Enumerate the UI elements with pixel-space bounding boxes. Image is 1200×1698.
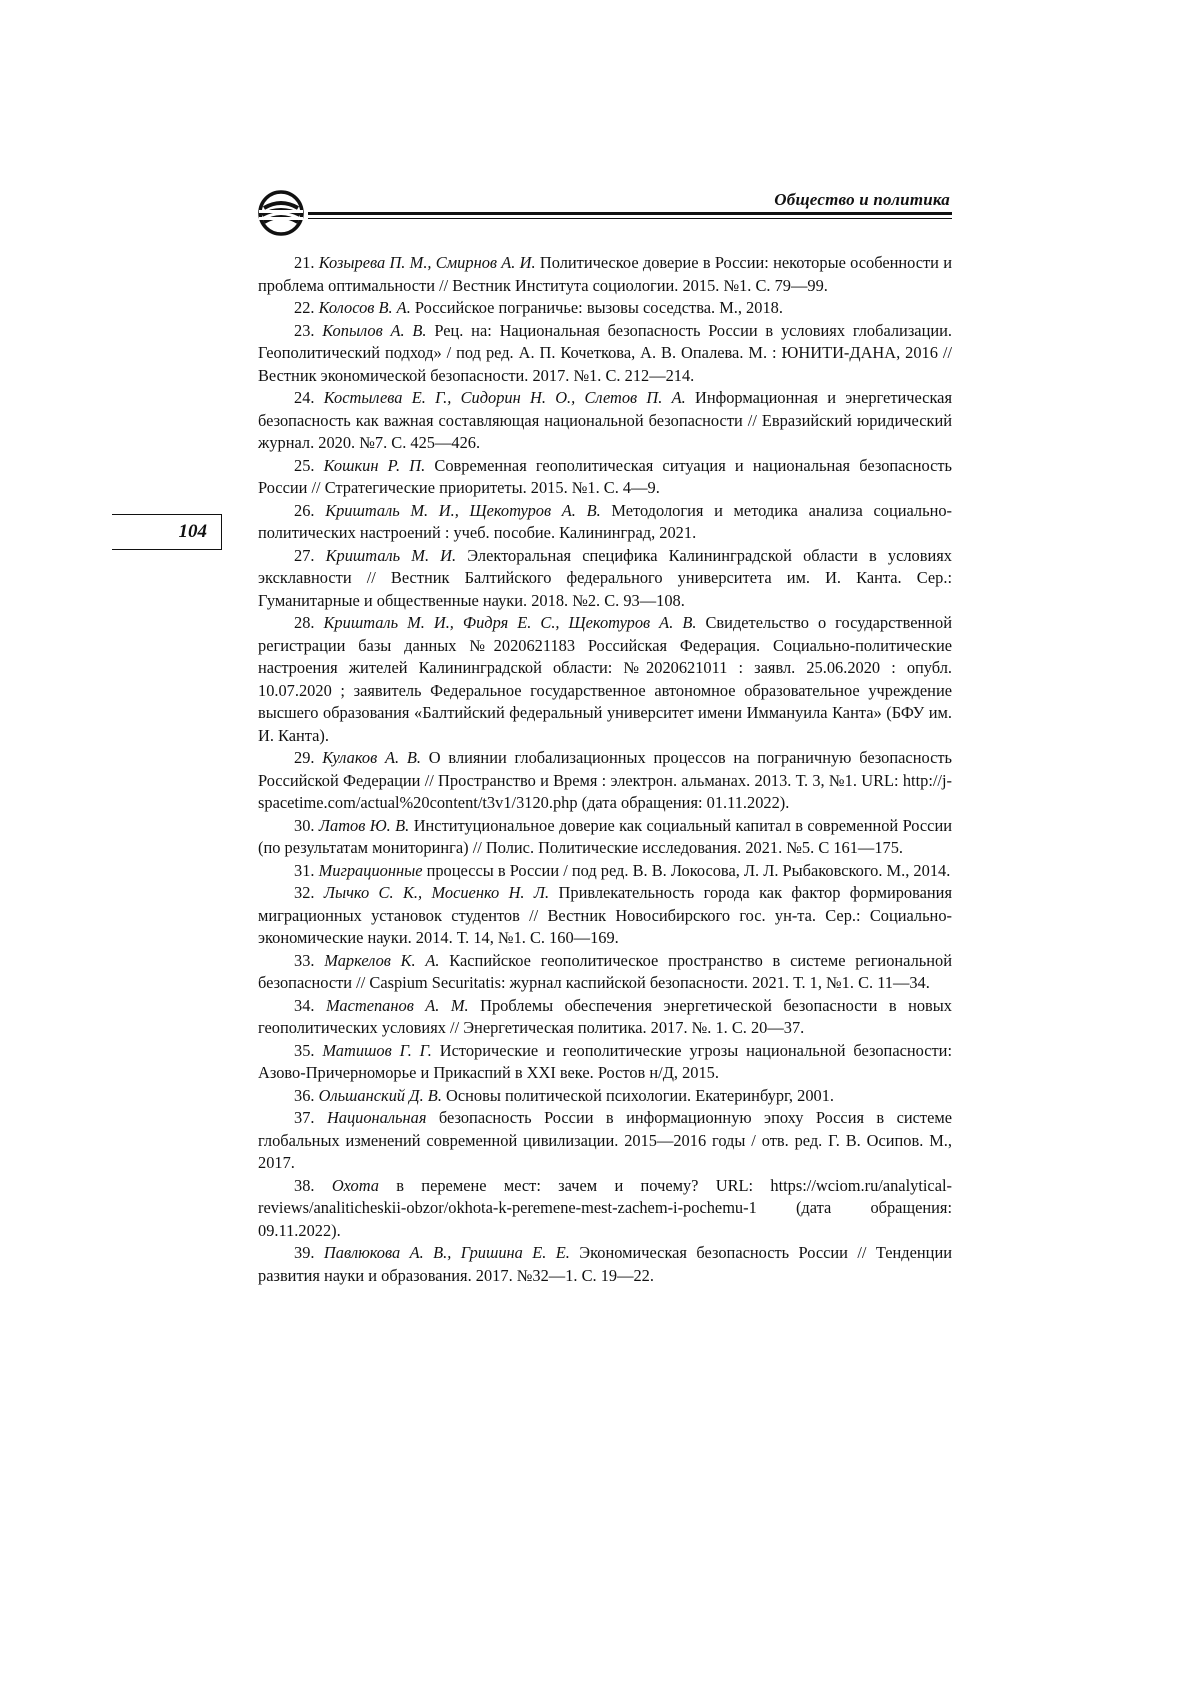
reference-number: 25. bbox=[294, 455, 315, 475]
reference-text: Экономическая безопасность России // Тенденции развития науки и образования. 2017. №32—1. С. 19—22. bbox=[258, 1243, 952, 1285]
page-number-box bbox=[112, 514, 222, 550]
reference-text: Информационная и энергетическая безопасность как важная составляющая национальной безопасности // Евразийский юридический журнал. 2020. №7. С. 425—426. bbox=[258, 388, 952, 452]
reference-text: Электоральная специфика Калининградской области в условиях эксклавности // Вестник Балтийского федерального университета им. И. Канта. Сер.: Гуманитарные и общественные науки. 2018. №2. С. 93—108. bbox=[258, 545, 952, 610]
reference-item bbox=[258, 1040, 952, 1085]
reference-text: процессы в России / под ред. В. В. Локосова, Л. Л. Рыбаковского. М., 2014. bbox=[426, 860, 951, 880]
reference-text: Современная геополитическая ситуация и национальная безопасность России // Стратегические приоритеты. 2015. №1. С. 4—9. bbox=[258, 455, 952, 497]
reference-list bbox=[258, 252, 952, 1287]
reference-number: 26. bbox=[294, 500, 315, 520]
reference-item bbox=[258, 860, 952, 883]
reference-item bbox=[258, 747, 952, 815]
reference-authors: Лычко С. К., Мосиенко Н. Л. bbox=[323, 883, 550, 902]
reference-item bbox=[258, 1175, 952, 1243]
reference-text: Привлекательность города как фактор формирования миграционных установок студентов // Вестник Новосибирского гос. ун-та. Сер.: Социально-экономические науки. 2014. Т. 14, №1. С. 160—169. bbox=[258, 883, 952, 947]
reference-number: 29. bbox=[294, 748, 315, 767]
reference-number: 32. bbox=[294, 883, 315, 902]
reference-text: Основы политической психологии. Екатеринбург, 2001. bbox=[446, 1085, 835, 1105]
reference-item bbox=[258, 882, 952, 950]
reference-item bbox=[258, 1085, 952, 1108]
reference-number: 37. bbox=[294, 1108, 315, 1127]
reference-item bbox=[258, 320, 952, 388]
reference-authors: Латов Ю. В. bbox=[318, 815, 410, 835]
reference-number: 22. bbox=[294, 298, 315, 317]
reference-number: 31. bbox=[294, 860, 315, 880]
reference-authors: Кулаков А. В. bbox=[322, 748, 421, 767]
reference-text: в перемене мест: зачем и почему? URL: https://wciom.ru/analytical-reviews/analiticheskii-obzor/okhota-k-peremene-mest-zachem-i-pochemu-1 (дата обращения: 09.11.2022). bbox=[258, 1175, 952, 1240]
reference-item bbox=[258, 297, 952, 320]
reference-item bbox=[258, 500, 952, 545]
reference-authors: Копылов А. В. bbox=[322, 320, 427, 340]
reference-number: 30. bbox=[294, 815, 315, 835]
reference-authors: Миграционные bbox=[318, 860, 423, 880]
reference-text: Институциональное доверие как социальный капитал в современной России (по результатам мониторинга) // Полис. Политические исследования. 2021. №5. С 161—175. bbox=[258, 815, 953, 857]
reference-text: Рец. на: Национальная безопасность России в условиях глобализации. Геополитический подход» / под ред. А. П. Кочеткова, А. В. Опалева. М. : ЮНИТИ-ДАНА, 2016 // Вестник экономической безопасности. 2017. №1. С. 212—214. bbox=[258, 320, 952, 385]
journal-logo-icon bbox=[258, 190, 304, 236]
reference-authors: Охота bbox=[331, 1175, 379, 1195]
reference-number: 23. bbox=[294, 320, 315, 340]
reference-authors: Козырева П. М., Смирнов А. И. bbox=[318, 253, 536, 272]
reference-authors: Павлюкова А. В., Гришина Е. Е. bbox=[323, 1243, 570, 1262]
reference-number: 39. bbox=[294, 1243, 315, 1262]
reference-item bbox=[258, 1107, 952, 1175]
page-number: 104 bbox=[178, 521, 207, 542]
reference-authors: Матишов Г. Г. bbox=[322, 1040, 432, 1060]
reference-text: Исторические и геополитические угрозы национальной безопасности: Азово-Причерноморье и Прикаспий в XXI веке. Ростов н/Д, 2015. bbox=[258, 1040, 953, 1082]
reference-number: 27. bbox=[294, 545, 315, 565]
reference-item bbox=[258, 815, 952, 860]
reference-authors: Кришталь М. И., Щекотуров А. В. bbox=[325, 500, 601, 520]
reference-text: Проблемы обеспечения энергетической безопасности в новых геополитических условиях // Энергетическая политика. 2017. №. 1. С. 20—37. bbox=[258, 995, 952, 1037]
reference-text: Методология и методика анализа социально-политических настроений : учеб. пособие. Калининград, 2021. bbox=[258, 500, 952, 542]
reference-item bbox=[258, 1242, 952, 1287]
reference-authors: Костылева Е. Г., Сидорин Н. О., Слетов П. А. bbox=[323, 388, 686, 407]
reference-authors: Колосов В. А. bbox=[318, 298, 411, 317]
reference-authors: Маркелов К. А. bbox=[324, 950, 440, 970]
reference-item bbox=[258, 252, 952, 297]
reference-item bbox=[258, 387, 952, 455]
reference-number: 36. bbox=[294, 1085, 315, 1105]
reference-number: 28. bbox=[294, 613, 315, 632]
header-rule-thin bbox=[308, 218, 952, 219]
reference-text: Российское пограничье: вызовы соседства. М., 2018. bbox=[414, 298, 783, 317]
reference-number: 33. bbox=[294, 950, 315, 970]
reference-authors: Кришталь М. И., Фидря Е. С., Щекотуров А. В. bbox=[323, 613, 697, 632]
reference-number: 34. bbox=[294, 995, 315, 1015]
reference-authors: Ольшанский Д. В. bbox=[318, 1085, 442, 1105]
reference-item bbox=[258, 612, 952, 747]
reference-item bbox=[258, 545, 952, 613]
reference-authors: Национальная bbox=[326, 1108, 427, 1127]
reference-number: 21. bbox=[294, 253, 315, 272]
reference-text: безопасность России в информационную эпоху Россия в системе глобальных изменений современной цивилизации. 2015—2016 годы / отв. ред. Г. В. Осипов. М., 2017. bbox=[258, 1108, 952, 1172]
header-rule-thick bbox=[308, 212, 952, 215]
reference-authors: Кришталь М. И. bbox=[325, 545, 457, 565]
reference-item bbox=[258, 995, 952, 1040]
reference-number: 35. bbox=[294, 1040, 315, 1060]
reference-number: 38. bbox=[294, 1175, 315, 1195]
reference-item bbox=[258, 950, 952, 995]
reference-text: О влиянии глобализационных процессов на пограничную безопасность Российской Федерации // Пространство и Время : электрон. альманах. 2013. Т. 3, №1. URL: http://j-spacetime.com/actual%20content/t3v1/3120.php (дата обращения: 01.11.2022). bbox=[258, 748, 952, 812]
reference-text: Каспийское геополитическое пространство в системе региональной безопасности // Caspium Securitatis: журнал каспийской безопасности. 2021. Т. 1, №1. С. 11—34. bbox=[258, 950, 952, 992]
reference-authors: Кошкин Р. П. bbox=[323, 455, 426, 475]
reference-number: 24. bbox=[294, 388, 315, 407]
reference-authors: Мастепанов А. М. bbox=[325, 995, 469, 1015]
reference-item bbox=[258, 455, 952, 500]
reference-text: Политическое доверие в России: некоторые особенности и проблема оптимальности // Вестник Института социологии. 2015. №1. С. 79—99. bbox=[258, 253, 952, 295]
reference-text: Свидетельство о государственной регистрации базы данных №2020621183 Российская Федерация. Социально-политические настроения жителей Калининградской области: №2020621011 : заявл. 25.06.2020 : опубл. 10.07.2020 ; заявитель Федеральное государственное автономное образовательное учреждение высшего образования «Балтийский федеральный университет имени Иммануила Канта» (БФУ им. И. Канта). bbox=[258, 613, 952, 745]
running-title: Общество и политика bbox=[774, 190, 950, 209]
page-header bbox=[258, 180, 952, 240]
